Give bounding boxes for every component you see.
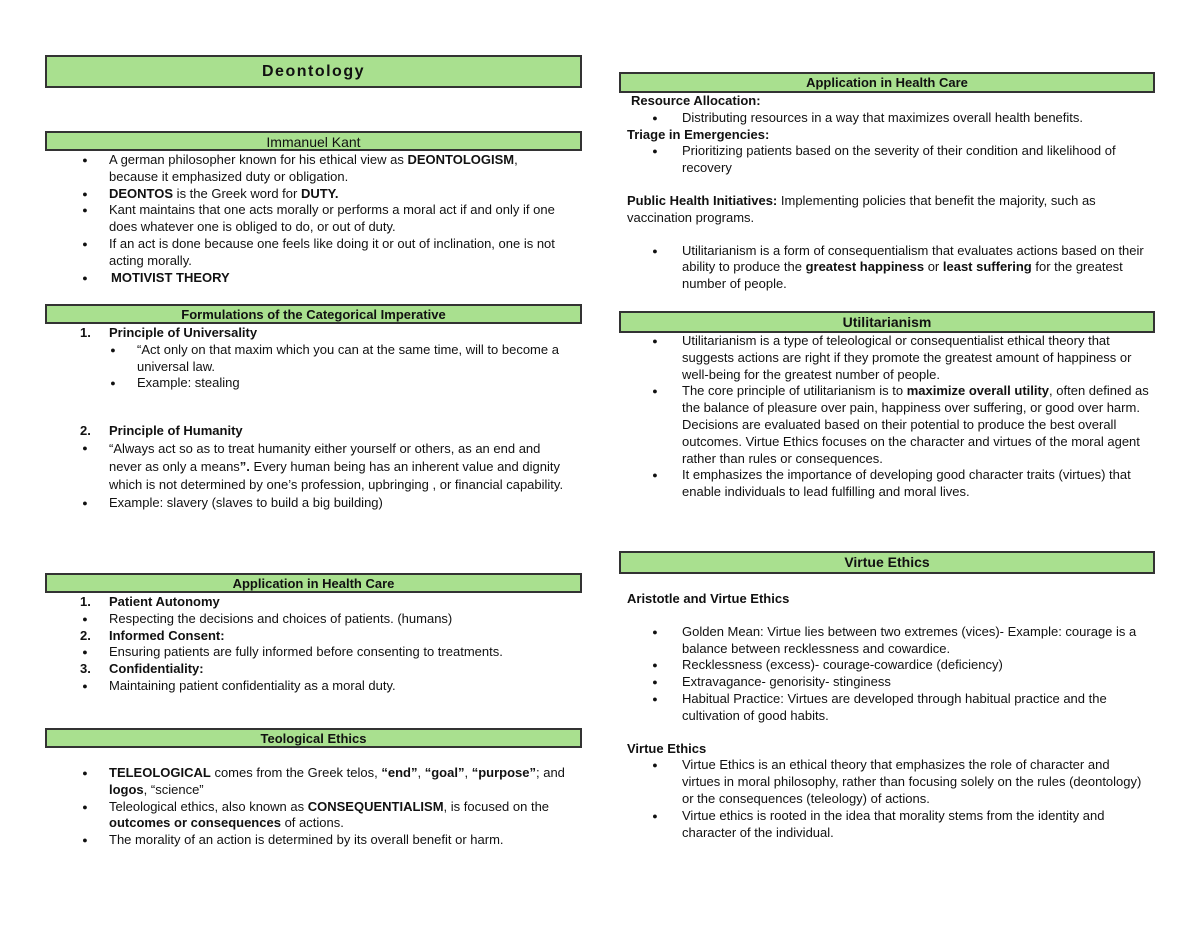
list-item: ● Extravagance- genorisity- stinginess: [627, 674, 1147, 691]
list-item: ● Distributing resources in a way that maximizes overall health benefits.: [627, 110, 1147, 127]
bullet-icon: ●: [82, 155, 88, 165]
bullet-icon: ●: [652, 677, 658, 688]
bullet-icon: ●: [82, 238, 88, 249]
list-item: ● Habitual Practice: Virtues are developed through habitual practice and the cultivation of good habits.: [627, 691, 1147, 725]
list-item: 2. Principle of Humanity: [80, 423, 243, 439]
list-item: ● TELEOLOGICAL comes from the Greek telos, “end”, “goal”, “purpose”; and logos, “science”: [80, 765, 570, 799]
bullet-icon: ●: [82, 647, 88, 658]
right-health-list: [627, 93, 1147, 293]
resource-label: Resource Allocation:: [631, 93, 761, 108]
list-item: ● Recklessness (excess)- courage-cowardice (deficiency): [627, 657, 1147, 674]
list-item: 2. Informed Consent:: [80, 627, 225, 643]
aristotle-label: Aristotle and Virtue Ethics: [627, 591, 790, 606]
kant-list: [80, 152, 558, 286]
bullet-icon: ●: [652, 470, 658, 481]
list-item: 1. Principle of Universality: [80, 325, 258, 340]
list-item: ● Example: slavery (slaves to build a big building): [80, 495, 574, 512]
utilitarianism-heading: Utilitarianism: [619, 311, 1155, 333]
bullet-icon: ●: [82, 497, 88, 508]
bullet-icon: ●: [652, 146, 658, 157]
bullet-icon: ●: [82, 835, 88, 846]
categorical-heading: Formulations of the Categorical Imperative: [45, 304, 582, 324]
list-item: ● Ensuring patients are fully informed before consenting to treatments.: [80, 644, 574, 661]
bullet-icon: ●: [652, 336, 658, 346]
bullet-icon: ●: [652, 760, 658, 771]
list-item: ● Virtue ethics is rooted in the idea that morality stems from the identity and character of the individual.: [627, 808, 1147, 842]
list-item: ● MOTIVIST THEORY: [80, 270, 558, 287]
list-item: ● Respecting the decisions and choices of patients. (humans): [80, 611, 574, 628]
bullet-icon: ●: [110, 344, 116, 355]
list-item: 1. Patient Autonomy: [80, 594, 220, 609]
bullet-icon: ●: [652, 245, 658, 256]
bullet-icon: ●: [652, 660, 658, 671]
list-item: ● A german philosopher known for his ethical view as DEONTOLOGISM, because it emphasized duty or obligation.: [80, 152, 558, 186]
categorical-list: [80, 325, 574, 511]
bullet-icon: ●: [82, 188, 88, 199]
list-item: ● Utilitarianism is a type of teleological or consequentialist ethical theory that suggests actions are right if they promote the greatest amount of happiness or well-being for the greatest number of people.: [650, 333, 1150, 383]
teleological-heading: Teological Ethics: [45, 728, 582, 748]
list-item: ● The core principle of utilitarianism is to maximize overall utility, often defined as the balance of pleasure over pain, happiness over suffering, or good over harm. Decisions are evaluated based on their potential to produce the best overall outcomes. Virtue Ethics focuses on the character and virtues of the moral agent rather than rules or consequences.: [650, 383, 1150, 467]
list-item: ● “Always act so as to treat humanity either yourself or others, as an end and never as only a means”. Every human being has an inherent value and dignity which is not determined by one’s profession, upbringing , or financial capability.: [80, 440, 574, 495]
bullet-icon: ●: [652, 112, 658, 123]
bullet-icon: ●: [82, 442, 88, 453]
bullet-icon: ●: [110, 378, 116, 389]
list-item: ● DEONTOS is the Greek word for DUTY.: [80, 186, 558, 203]
bullet-icon: ●: [652, 810, 658, 821]
virtue-heading: Virtue Ethics: [619, 551, 1155, 574]
list-item: ● Maintaining patient confidentiality as a moral duty.: [80, 678, 574, 695]
list-item: 3. Confidentiality:: [80, 661, 204, 677]
list-item: ● Utilitarianism is a form of consequentialism that evaluates actions based on their ability to produce the greatest happiness or least suffering for the greatest number of people.: [627, 243, 1147, 293]
deontology-title: Deontology: [45, 55, 582, 88]
left-health-list: [80, 594, 574, 695]
bullet-icon: ●: [652, 386, 658, 397]
left-health-heading: Application in Health Care: [45, 573, 582, 593]
bullet-icon: ●: [652, 626, 658, 637]
teleological-list: [80, 765, 570, 849]
bullet-icon: ●: [82, 613, 88, 624]
kant-heading: Immanuel Kant: [45, 131, 582, 151]
list-item: ● Example: stealing: [80, 375, 574, 392]
list-item: ● If an act is done because one feels like doing it or out of inclination, one is not acting morally.: [80, 236, 558, 270]
virtue-list: [627, 591, 1147, 841]
list-item: ● The morality of an action is determined by its overall benefit or harm.: [80, 832, 570, 849]
virtue-ethics-label: Virtue Ethics: [627, 740, 707, 756]
bullet-icon: ●: [82, 768, 88, 778]
bullet-icon: ●: [82, 205, 88, 216]
list-item: ● Golden Mean: Virtue lies between two extremes (vices)- Example: courage is a balance between recklessness and cowardice.: [627, 624, 1147, 658]
bullet-icon: ●: [82, 272, 88, 283]
list-item: ● “Act only on that maxim which you can at the same time, will to become a universal law.: [80, 342, 574, 376]
bullet-icon: ●: [652, 693, 658, 704]
list-item: ● Kant maintains that one acts morally or performs a moral act if and only if one does whatever one is obliged to do, or out of duty.: [80, 202, 558, 236]
public-health-paragraph: Public Health Initiatives: Implementing policies that benefit the majority, such as vaccination programs.: [627, 192, 1096, 225]
list-item: ● Virtue Ethics is an ethical theory that emphasizes the role of character and virtues in moral philosophy, rather than focusing solely on the rules (deontology) or the consequences (teleology) of actions.: [627, 757, 1147, 807]
bullet-icon: ●: [82, 801, 88, 812]
list-item: ● It emphasizes the importance of developing good character traits (virtues) that enable individuals to lead fulfilling and moral lives.: [650, 467, 1150, 501]
triage-label: Triage in Emergencies:: [627, 126, 770, 142]
bullet-icon: ●: [82, 680, 88, 691]
utilitarianism-list: [650, 333, 1150, 501]
right-health-heading: Application in Health Care: [619, 72, 1155, 93]
list-item: ● Prioritizing patients based on the severity of their condition and likelihood of recovery: [627, 143, 1147, 177]
list-item: ● Teleological ethics, also known as CONSEQUENTIALISM, is focused on the outcomes or consequences of actions.: [80, 799, 570, 833]
